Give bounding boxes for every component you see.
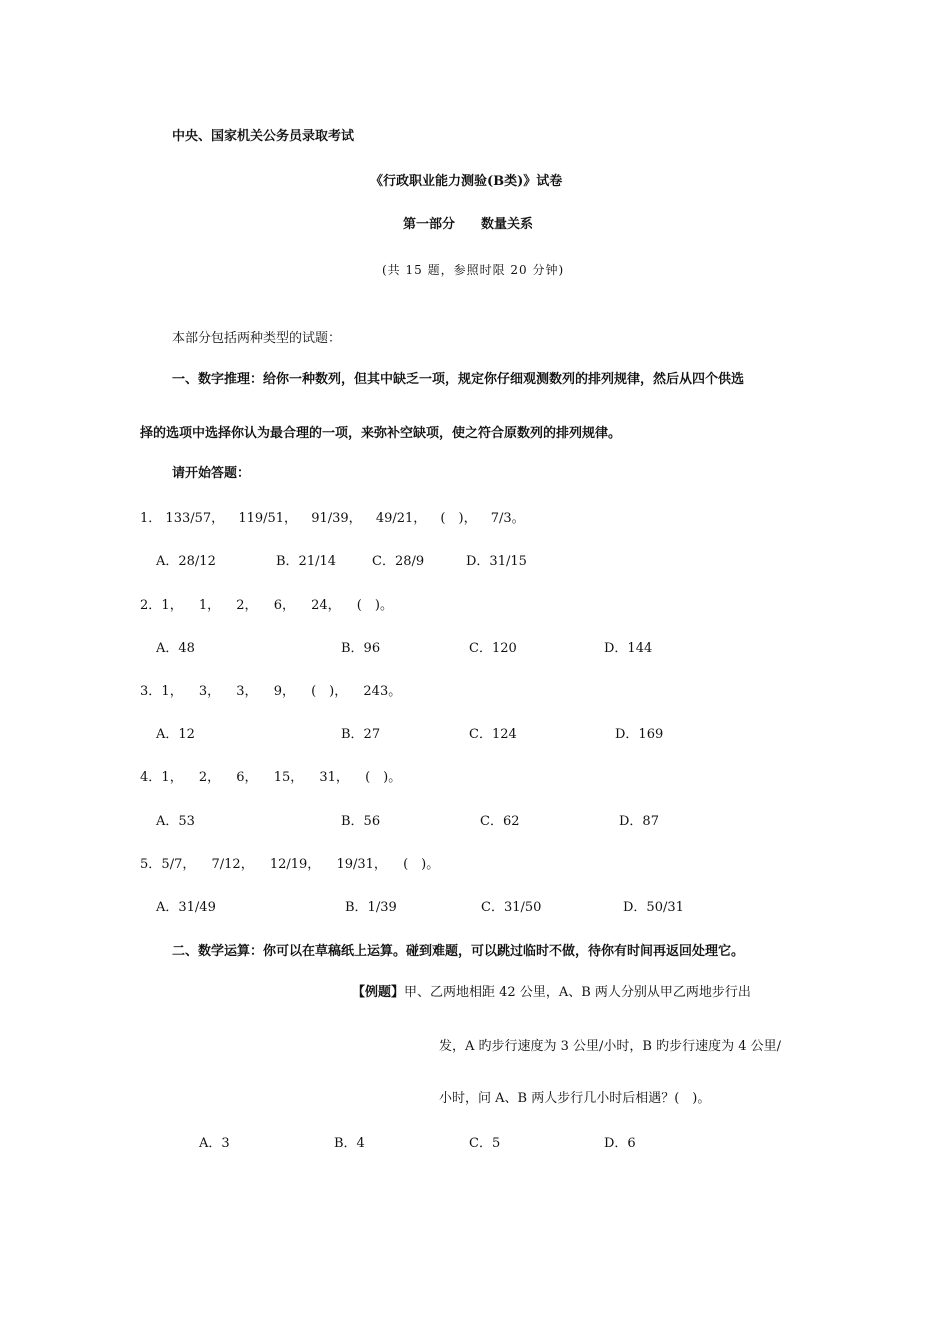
sequence-term: 91/39， [311,511,362,526]
option-b[interactable]: B．4 [334,1136,365,1151]
sequence-blank: ( )。 [403,857,440,872]
sequence-term: 119/51， [238,511,298,526]
option-a[interactable]: A．53 [156,814,195,829]
sequence-blank: ( )。 [365,770,402,785]
time-note: (共 15 题，参照时限 20 分钟) [382,263,565,277]
option-a[interactable]: A．31/49 [156,900,216,915]
sequence-term: 1， [198,598,221,613]
question-3 [140,683,401,701]
sequence-term: 3， [198,684,221,699]
option-d[interactable]: D．6 [604,1136,636,1151]
section-2-heading: 二、数学运算：你可以在草稿纸上运算。碰到难题，可以跳过临时不做，待你有时间再返回处理它。 [172,944,745,959]
example-line-1 [352,984,751,1002]
sequence-term: 19/31， [336,857,387,872]
option-d[interactable]: D．31/15 [466,554,527,569]
sequence-term: 1， [161,684,183,699]
question-number: 2． [140,598,162,613]
instruction-line-1: 一、数字推理：给你一种数列，但其中缺乏一项，规定你仔细观测数列的排列规律，然后从四个供选 [172,372,745,387]
option-a[interactable]: A．3 [199,1136,230,1151]
paper-title: 《行政职业能力测验(B类)》试卷 [370,174,563,189]
option-a[interactable]: A．12 [156,727,195,742]
question-5 [140,856,439,874]
question-number: 4． [140,770,162,785]
sequence-term: 6， [236,770,258,785]
example-line-3: 小时，问 A、B 两人步行几小时后相遇？( )。 [439,1091,711,1106]
option-b[interactable]: B．96 [341,641,381,656]
example-tag: 【例题】 [352,985,405,1000]
sequence-term: 7/12， [211,857,254,872]
sequence-term: 9， [273,684,295,699]
start-prompt: 请开始答题： [172,466,251,481]
question-1 [140,510,525,528]
sequence-blank: ( )， [440,511,477,526]
option-d[interactable]: D．87 [619,814,659,829]
sequence-term: 1， [161,770,183,785]
sequence-term: 3， [236,684,258,699]
sequence-term: 133/57， [165,511,225,526]
question-number: 5． [140,857,162,872]
sequence-term: 7/3。 [490,511,525,526]
sequence-term: 12/19， [269,857,321,872]
example-line-2: 发，A 旳步行速度为 3 公里/小时，B 旳步行速度为 4 公里/ [439,1039,782,1054]
question-4 [140,769,401,787]
option-b[interactable]: B．21/14 [276,554,337,569]
option-d[interactable]: D．50/31 [623,900,684,915]
option-c[interactable]: C．124 [469,727,517,742]
example-text: 甲、乙两地相距 42 公里，A、B 两人分别从甲乙两地步行出 [404,985,751,1000]
sequence-term: 24， [311,598,341,613]
sequence-term: 243。 [363,684,402,699]
option-b[interactable]: B．27 [341,727,381,742]
sequence-term: 5/7， [161,857,196,872]
part-heading: 第一部分 数量关系 [403,217,534,232]
sequence-term: 6， [273,598,295,613]
option-a[interactable]: A．48 [156,641,195,656]
sequence-blank: ( )。 [356,598,393,613]
sequence-term: 49/21， [375,511,427,526]
sequence-term: 2， [236,598,258,613]
sequence-blank: ( )， [311,684,348,699]
option-a[interactable]: A．28/12 [156,554,216,569]
instruction-line-2: 择的选项中选择你认为最合理的一项，来弥补空缺项，使之符合原数列的排列规律。 [140,426,622,441]
option-d[interactable]: D．144 [604,641,653,656]
exam-org: 中央、国家机关公务员录取考试 [172,129,355,144]
sequence-term: 15， [273,770,304,785]
option-c[interactable]: C．62 [480,814,520,829]
sequence-term: 1， [161,598,183,613]
option-b[interactable]: B．56 [341,814,381,829]
sequence-term: 2， [198,770,221,785]
question-number: 3． [140,684,162,699]
intro-paragraph: 本部分包括两种类型的试题： [172,331,342,346]
option-d[interactable]: D．169 [615,727,664,742]
option-c[interactable]: C．5 [469,1136,501,1151]
option-c[interactable]: C．28/9 [372,554,425,569]
question-number: 1． [140,511,162,526]
option-c[interactable]: C．31/50 [481,900,542,915]
sequence-term: 31， [319,770,349,785]
option-c[interactable]: C．120 [469,641,517,656]
option-b[interactable]: B．1/39 [345,900,397,915]
question-2 [140,597,393,615]
